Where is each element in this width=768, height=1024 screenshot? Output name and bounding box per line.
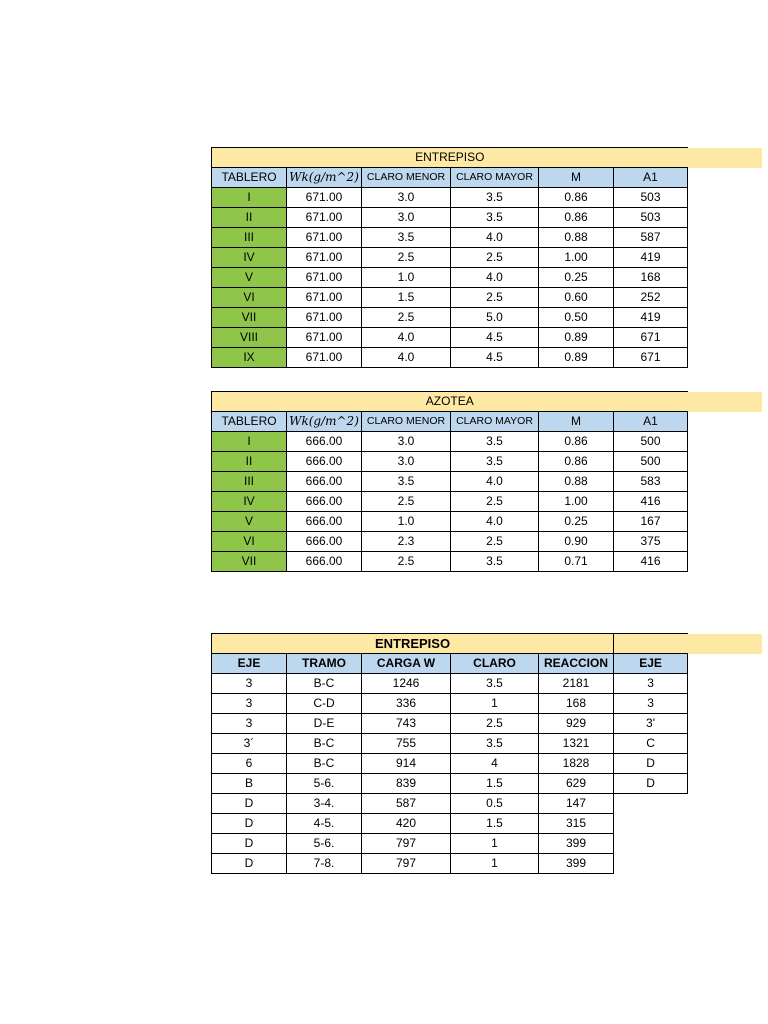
table-cell: 252 xyxy=(614,288,688,308)
table-cell: 2.5 xyxy=(451,492,539,512)
table-cell: 4.0 xyxy=(451,228,539,248)
table-cell: 3 xyxy=(212,694,287,714)
table-row xyxy=(212,714,688,734)
table-cell: 0.71 xyxy=(539,552,614,572)
column-header: Wk(g/m^2) xyxy=(287,168,362,188)
table-cell: 375 xyxy=(614,532,688,552)
title-fill-strip xyxy=(686,634,762,654)
table-cell: 419 xyxy=(614,308,688,328)
table-cell: 3 xyxy=(212,674,287,694)
table-cell: 416 xyxy=(614,492,688,512)
table-row xyxy=(212,432,688,452)
table-cell: 839 xyxy=(362,774,451,794)
table-cell: IV xyxy=(212,492,287,512)
table-cell: 168 xyxy=(539,694,614,714)
table-cell: 0.88 xyxy=(539,228,614,248)
table-cell: 671.00 xyxy=(287,308,362,328)
table-row xyxy=(212,674,688,694)
table-cell xyxy=(614,834,688,854)
table-cell: D xyxy=(614,754,688,774)
table-cell: D xyxy=(212,854,287,874)
table-cell: 0.86 xyxy=(539,452,614,472)
column-header: CLARO xyxy=(451,654,539,674)
table-cell: 1321 xyxy=(539,734,614,754)
column-header: TRAMO xyxy=(287,654,362,674)
column-header: M xyxy=(539,412,614,432)
table-cell: 3.0 xyxy=(362,188,451,208)
table-cell: IV xyxy=(212,248,287,268)
table-cell: 4.0 xyxy=(362,348,451,368)
table-cell: 4.5 xyxy=(451,348,539,368)
table-row xyxy=(212,512,688,532)
table-row xyxy=(212,248,688,268)
table-cell: 4.0 xyxy=(451,512,539,532)
table-cell: 167 xyxy=(614,512,688,532)
table-cell: 0.86 xyxy=(539,188,614,208)
table-cell: 629 xyxy=(539,774,614,794)
table-cell: 3.5 xyxy=(451,208,539,228)
table-cell: 666.00 xyxy=(287,492,362,512)
table-cell: VI xyxy=(212,532,287,552)
table-cell: 1 xyxy=(451,694,539,714)
table-cell: VII xyxy=(212,552,287,572)
table-cell: VI xyxy=(212,288,287,308)
table-cell: D xyxy=(212,834,287,854)
table-cell: 671 xyxy=(614,348,688,368)
table-cell: 503 xyxy=(614,208,688,228)
table-cell: 0.86 xyxy=(539,208,614,228)
title-fill-cell xyxy=(614,634,688,654)
table-cell xyxy=(614,854,688,874)
table-cell: 587 xyxy=(614,228,688,248)
table-cell: 1.5 xyxy=(362,288,451,308)
column-header: CLARO MAYOR xyxy=(451,168,539,188)
table-row xyxy=(212,328,688,348)
column-header: A1 xyxy=(614,168,688,188)
table-cell: 3-4. xyxy=(287,794,362,814)
table-cell: B xyxy=(212,774,287,794)
table-cell: 1 xyxy=(451,834,539,854)
table-cell: 416 xyxy=(614,552,688,572)
table-row xyxy=(212,532,688,552)
table-cell: B-C xyxy=(287,754,362,774)
column-header: Wk(g/m^2) xyxy=(287,412,362,432)
table-cell: 3 xyxy=(212,714,287,734)
table-cell: 7-8. xyxy=(287,854,362,874)
table-cell: 0.60 xyxy=(539,288,614,308)
table-row xyxy=(212,228,688,248)
table-cell: 0.89 xyxy=(539,348,614,368)
table-cell: 0.25 xyxy=(539,268,614,288)
table-cell: 2.5 xyxy=(451,248,539,268)
table-cell: 3.5 xyxy=(451,432,539,452)
table-row xyxy=(212,208,688,228)
column-header: CLARO MENOR xyxy=(362,168,451,188)
table-row xyxy=(212,308,688,328)
table-cell: 500 xyxy=(614,452,688,472)
table-cell: 671.00 xyxy=(287,188,362,208)
table-cell: 3.5 xyxy=(451,452,539,472)
table-cell: VIII xyxy=(212,328,287,348)
table-cell: 3.0 xyxy=(362,432,451,452)
table-cell: 671.00 xyxy=(287,268,362,288)
table-row xyxy=(212,188,688,208)
table-cell: 1.0 xyxy=(362,268,451,288)
table-cell: 671 xyxy=(614,328,688,348)
table-cell: 500 xyxy=(614,432,688,452)
table-cell: 666.00 xyxy=(287,472,362,492)
table-row xyxy=(212,492,688,512)
table-cell: 671.00 xyxy=(287,348,362,368)
table-title: ENTREPISO xyxy=(212,148,688,168)
table-cell: 755 xyxy=(362,734,451,754)
table-cell: 0.50 xyxy=(539,308,614,328)
table-row xyxy=(212,794,688,814)
table-cell: 1.00 xyxy=(539,248,614,268)
table-row xyxy=(212,348,688,368)
column-header: CLARO MENOR xyxy=(362,412,451,432)
table-row xyxy=(212,814,688,834)
title-fill-strip xyxy=(686,148,762,168)
table-cell: C xyxy=(614,734,688,754)
table-cell: V xyxy=(212,268,287,288)
table-cell: 666.00 xyxy=(287,452,362,472)
table-cell: 1.5 xyxy=(451,814,539,834)
table-cell: D xyxy=(614,774,688,794)
table-cell: 3 xyxy=(614,694,688,714)
table-cell: 2.5 xyxy=(451,714,539,734)
table-cell: D-E xyxy=(287,714,362,734)
table-row xyxy=(212,834,688,854)
table-cell: 5.0 xyxy=(451,308,539,328)
table-cell: 420 xyxy=(362,814,451,834)
column-header: REACCION xyxy=(539,654,614,674)
table-cell: 2.5 xyxy=(362,492,451,512)
table-cell: 3.5 xyxy=(362,472,451,492)
table-cell: 336 xyxy=(362,694,451,714)
table-cell: 4.5 xyxy=(451,328,539,348)
table-cell: 671.00 xyxy=(287,248,362,268)
table-cell: 2.5 xyxy=(451,532,539,552)
table-cell: 3.5 xyxy=(362,228,451,248)
table-title: ENTREPISO xyxy=(212,634,614,654)
table-cell: 914 xyxy=(362,754,451,774)
table-row xyxy=(212,734,688,754)
table-cell: 743 xyxy=(362,714,451,734)
table-row xyxy=(212,288,688,308)
table-cell: 0.88 xyxy=(539,472,614,492)
table-cell: 6 xyxy=(212,754,287,774)
table-cell: 4 xyxy=(451,754,539,774)
column-header: TABLERO xyxy=(212,412,287,432)
table-cell: VII xyxy=(212,308,287,328)
column-header: EJE xyxy=(212,654,287,674)
column-header: A1 xyxy=(614,412,688,432)
table-cell: 0.89 xyxy=(539,328,614,348)
table-cell: 419 xyxy=(614,248,688,268)
table-cell: 3 xyxy=(614,674,688,694)
table-cell: 583 xyxy=(614,472,688,492)
reacciones-table xyxy=(211,633,688,874)
table-cell: 671.00 xyxy=(287,208,362,228)
table-cell: 1 xyxy=(451,854,539,874)
table-cell: 2.5 xyxy=(362,248,451,268)
table-cell: 587 xyxy=(362,794,451,814)
table-row xyxy=(212,268,688,288)
table-cell: 5-6. xyxy=(287,834,362,854)
table-row xyxy=(212,774,688,794)
table-cell: 147 xyxy=(539,794,614,814)
table-row xyxy=(212,854,688,874)
table-cell: 797 xyxy=(362,854,451,874)
table-row xyxy=(212,694,688,714)
table-cell xyxy=(614,794,688,814)
table-cell xyxy=(614,814,688,834)
table-cell: 0.86 xyxy=(539,432,614,452)
table-cell: 2181 xyxy=(539,674,614,694)
table-cell: 1.5 xyxy=(451,774,539,794)
table-cell: 3' xyxy=(614,714,688,734)
column-header: CARGA W xyxy=(362,654,451,674)
table-cell: 0.5 xyxy=(451,794,539,814)
table-cell: 671.00 xyxy=(287,228,362,248)
table-cell: 5-6. xyxy=(287,774,362,794)
table-row xyxy=(212,452,688,472)
table-cell: I xyxy=(212,188,287,208)
table-cell: V xyxy=(212,512,287,532)
table-cell: 666.00 xyxy=(287,552,362,572)
table-cell: B-C xyxy=(287,734,362,754)
table-cell: 3.5 xyxy=(451,552,539,572)
table-cell: 315 xyxy=(539,814,614,834)
entrepiso-table xyxy=(211,147,688,368)
table-cell: 0.90 xyxy=(539,532,614,552)
table-cell: 4-5. xyxy=(287,814,362,834)
table-row xyxy=(212,472,688,492)
table-cell: D xyxy=(212,814,287,834)
table-cell: 3.0 xyxy=(362,208,451,228)
table-cell: 168 xyxy=(614,268,688,288)
table-cell: 2.5 xyxy=(451,288,539,308)
table-cell: III xyxy=(212,472,287,492)
column-header: M xyxy=(539,168,614,188)
table-cell: 797 xyxy=(362,834,451,854)
table-cell: 3.0 xyxy=(362,452,451,472)
table-cell: 671.00 xyxy=(287,328,362,348)
table-cell: III xyxy=(212,228,287,248)
table-cell: 666.00 xyxy=(287,532,362,552)
table-cell: 503 xyxy=(614,188,688,208)
table-cell: 2.3 xyxy=(362,532,451,552)
table-cell: II xyxy=(212,452,287,472)
table-cell: C-D xyxy=(287,694,362,714)
table-cell: 399 xyxy=(539,834,614,854)
table-cell: II xyxy=(212,208,287,228)
table-cell: B-C xyxy=(287,674,362,694)
table-cell: 666.00 xyxy=(287,432,362,452)
column-header: EJE xyxy=(614,654,688,674)
table-row xyxy=(212,754,688,774)
column-header: CLARO MAYOR xyxy=(451,412,539,432)
table-cell: 4.0 xyxy=(451,268,539,288)
table-cell: 4.0 xyxy=(451,472,539,492)
table-cell: 3.5 xyxy=(451,674,539,694)
table-cell: 1.0 xyxy=(362,512,451,532)
table-cell: 4.0 xyxy=(362,328,451,348)
table-cell: 671.00 xyxy=(287,288,362,308)
table-cell: 1.00 xyxy=(539,492,614,512)
table-row xyxy=(212,552,688,572)
table-cell: 666.00 xyxy=(287,512,362,532)
table-cell: I xyxy=(212,432,287,452)
title-fill-strip xyxy=(686,392,762,412)
table-cell: D xyxy=(212,794,287,814)
column-header: TABLERO xyxy=(212,168,287,188)
table-cell: 1246 xyxy=(362,674,451,694)
azotea-table xyxy=(211,391,688,572)
table-cell: 0.25 xyxy=(539,512,614,532)
table-cell: IX xyxy=(212,348,287,368)
table-cell: 399 xyxy=(539,854,614,874)
table-cell: 3.5 xyxy=(451,188,539,208)
table-title: AZOTEA xyxy=(212,392,688,412)
table-cell: 3.5 xyxy=(451,734,539,754)
table-cell: 929 xyxy=(539,714,614,734)
table-cell: 1828 xyxy=(539,754,614,774)
table-cell: 2.5 xyxy=(362,308,451,328)
table-cell: 2.5 xyxy=(362,552,451,572)
table-cell: 3´ xyxy=(212,734,287,754)
